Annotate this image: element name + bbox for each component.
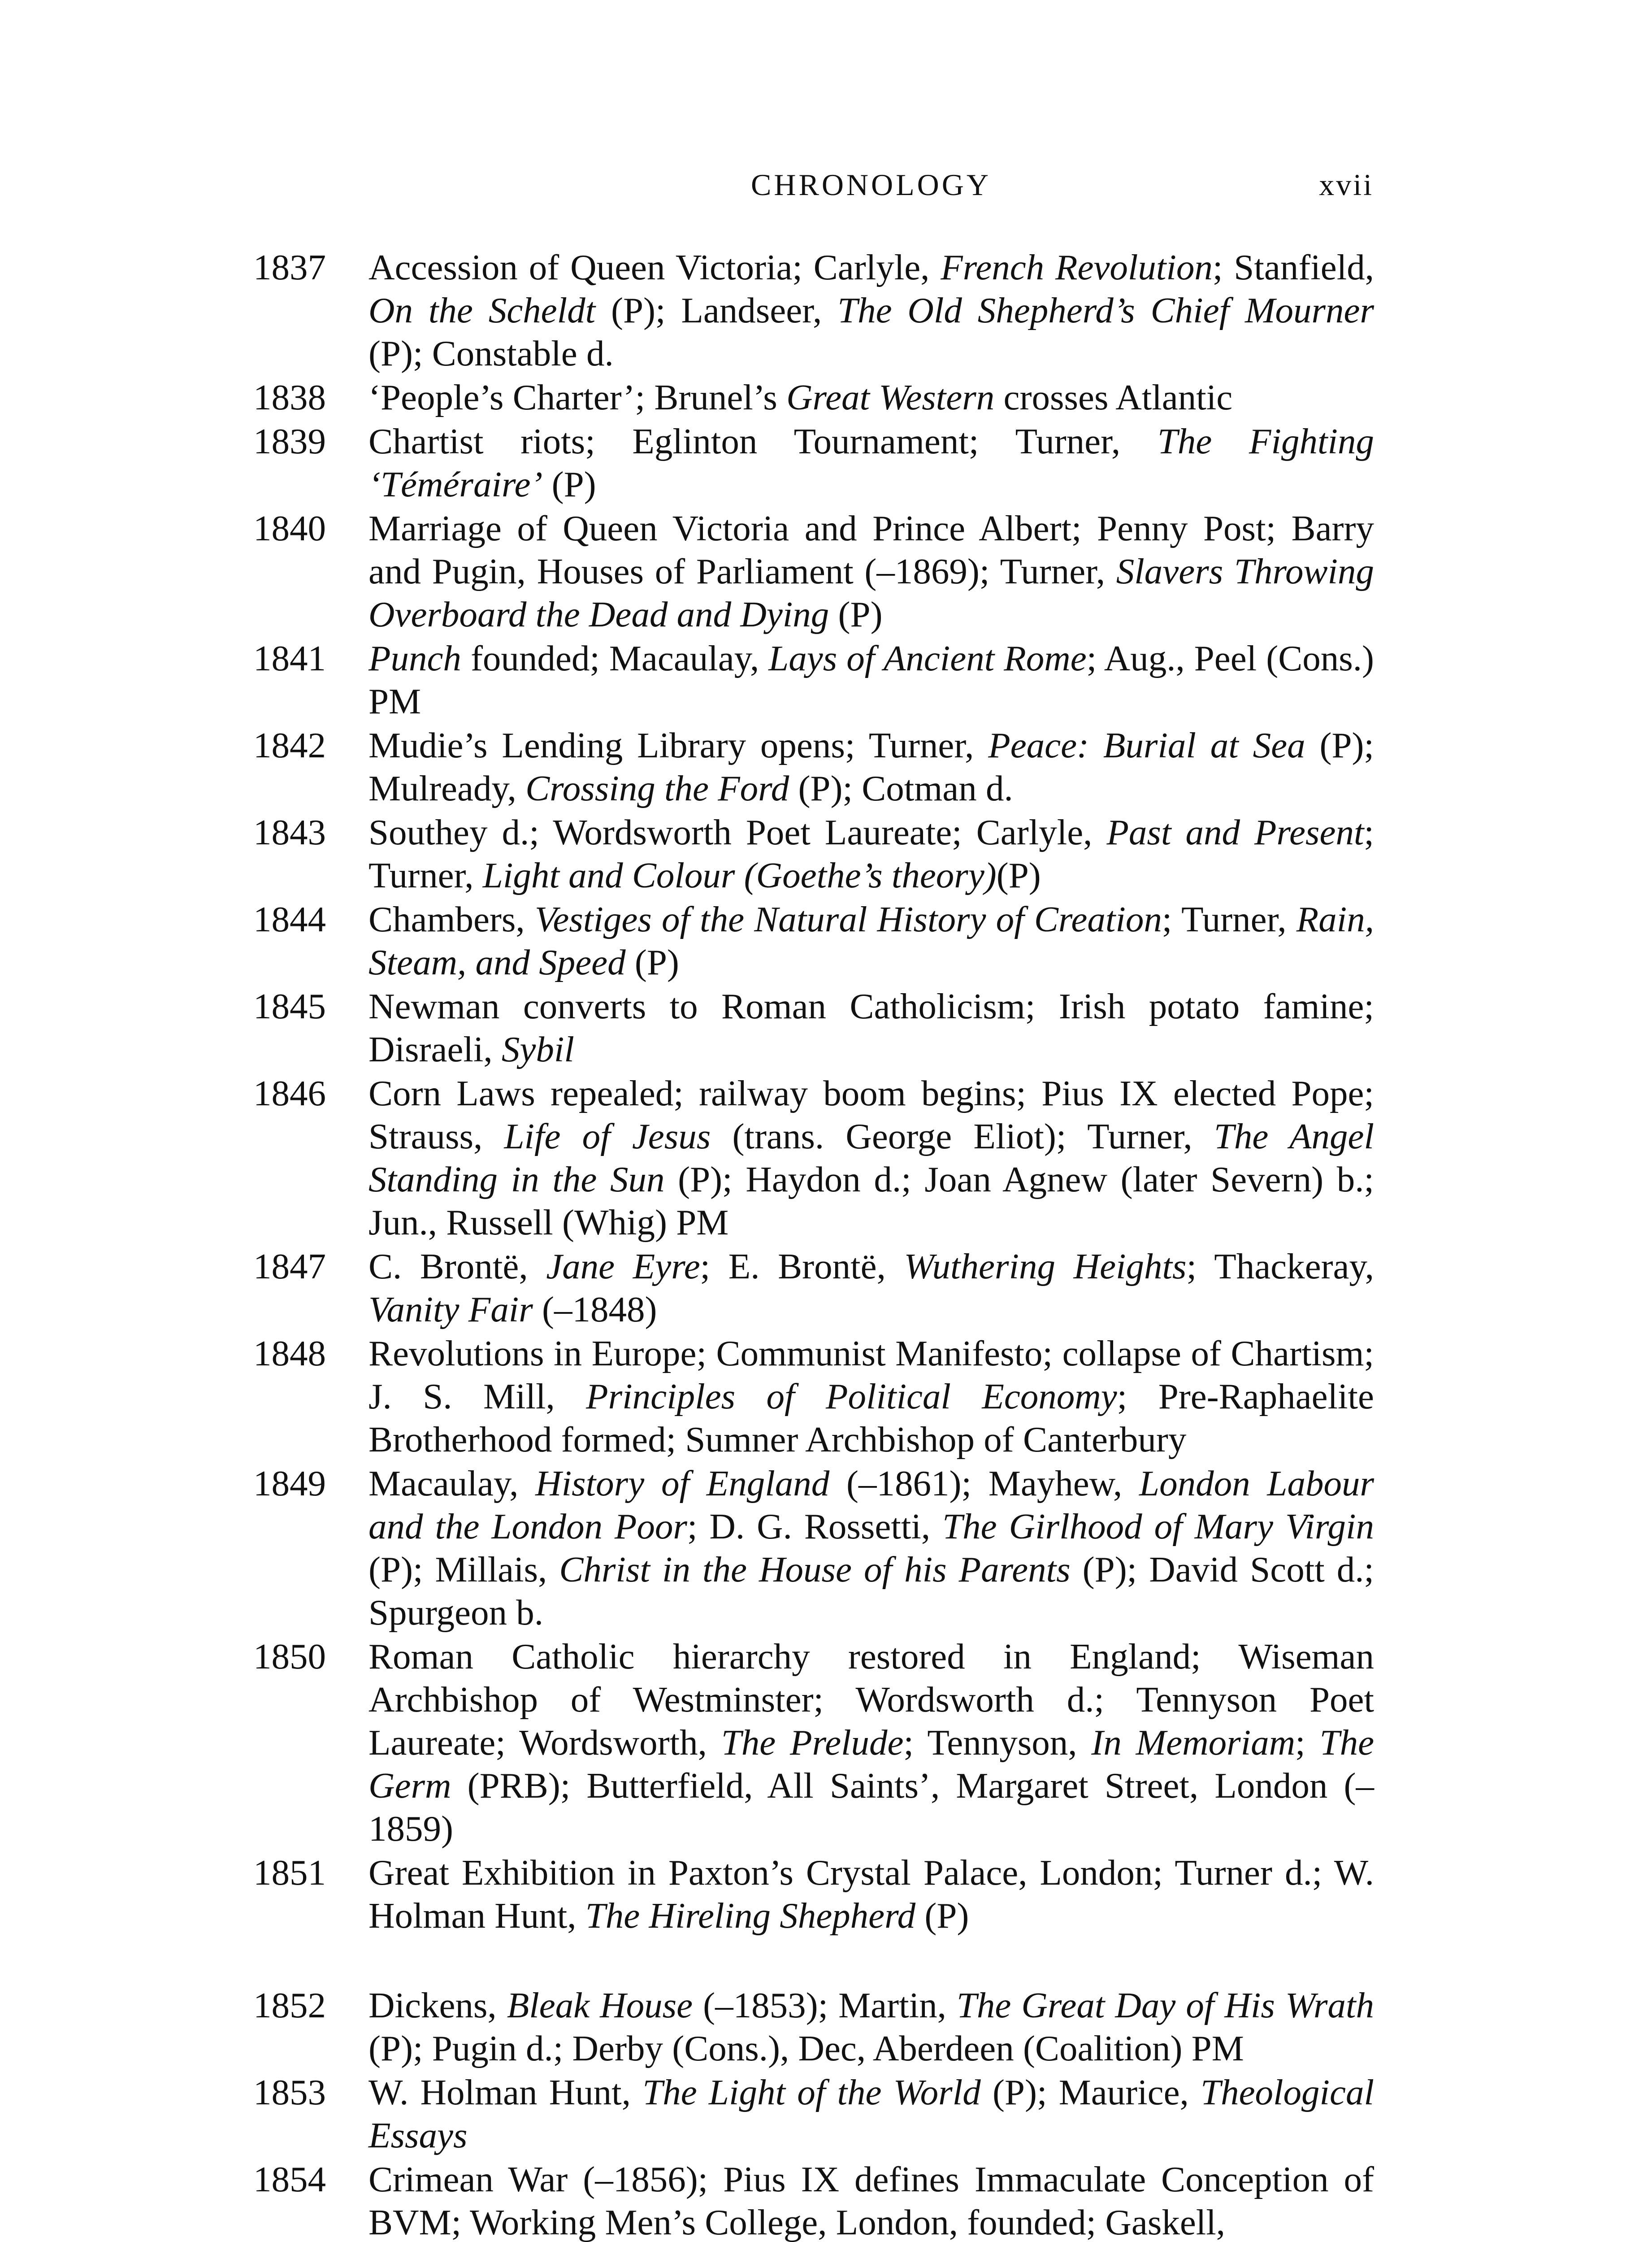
entry-text: Crimean War (–1856); Pius IX defines Immaculate Conception of BVM; Working Men’s College, London, founded; Gaskell, (369, 2159, 1374, 2242)
entry-year: 1842 (253, 725, 326, 765)
entry-text: Dickens, Bleak House (–1853); Martin, The Great Day of His Wrath (P); Pugin d.; Derby (Cons.), Dec, Aberdeen (Coalition) PM (369, 1985, 1374, 2068)
chronology-entry (253, 898, 1374, 984)
entry-text: Mudie’s Lending Library opens; Turner, Peace: Burial at Sea (P); Mulready, Crossing the Ford (P); Cotman d. (369, 725, 1374, 808)
chronology-entry (253, 1984, 1374, 2070)
entry-year: 1845 (253, 986, 326, 1026)
chronology-entry (253, 1635, 1374, 1850)
page-header (369, 167, 1374, 203)
entry-text: Marriage of Queen Victoria and Prince Albert; Penny Post; Barry and Pugin, Houses of Parliament (–1869); Turner, Slavers Throwing Overboard the Dead and Dying (P) (369, 508, 1374, 634)
entry-text: Roman Catholic hierarchy restored in England; Wiseman Archbishop of Westminster; Wordsworth d.; Tennyson Poet Laureate; Wordsworth, The Prelude; Tennyson, In Memoriam; The Germ (PRB); Butterfield, All Saints’, Margaret Street, London (–1859) (369, 1636, 1374, 1849)
entry-year: 1838 (253, 377, 326, 417)
chronology-entry (253, 1462, 1374, 1634)
entry-text: Corn Laws repealed; railway boom begins; Pius IX elected Pope; Strauss, Life of Jesus (trans. George Eliot); Turner, The Angel Standing in the Sun (P); Haydon d.; Joan Agnew (later Severn) b.; Jun., Russell (Whig) PM (369, 1073, 1374, 1243)
chronology-entry (253, 724, 1374, 810)
chronology-entry (253, 985, 1374, 1071)
running-head: CHRONOLOGY (751, 168, 991, 202)
entry-text: Punch founded; Macaulay, Lays of Ancient Rome; Aug., Peel (Cons.) PM (369, 638, 1374, 721)
chronology-entry (253, 246, 1374, 375)
entry-text: ‘People’s Charter’; Brunel’s Great Western crosses Atlantic (369, 377, 1233, 417)
entry-text: Chambers, Vestiges of the Natural History of Creation; Turner, Rain, Steam, and Speed (P) (369, 899, 1374, 982)
entry-text: Newman converts to Roman Catholicism; Irish potato famine; Disraeli, Sybil (369, 986, 1374, 1069)
entry-year: 1841 (253, 638, 326, 678)
chronology-entry (253, 1851, 1374, 1937)
entry-text: Chartist riots; Eglinton Tournament; Turner, The Fighting ‘Téméraire’ (P) (369, 421, 1374, 504)
entry-year: 1840 (253, 508, 326, 548)
entry-text: C. Brontë, Jane Eyre; E. Brontë, Wuthering Heights; Thackeray, Vanity Fair (–1848) (369, 1246, 1374, 1330)
entry-year: 1852 (253, 1985, 326, 2025)
chronology-entry (253, 507, 1374, 636)
entry-text: Accession of Queen Victoria; Carlyle, French Revolution; Stanfield, On the Scheldt (P); Landseer, The Old Shepherd’s Chief Mourner (P); Constable d. (369, 247, 1374, 374)
chronology-entry (253, 637, 1374, 723)
chronology-list (253, 246, 1374, 2242)
entry-year: 1850 (253, 1636, 326, 1677)
entry-text: Revolutions in Europe; Communist Manifesto; collapse of Chartism; J. S. Mill, Principles of Political Economy; Pre-Raphaelite Brotherhood formed; Sumner Archbishop of Canterbury (369, 1333, 1374, 1460)
chronology-entry (253, 1332, 1374, 1461)
entry-year: 1839 (253, 421, 326, 461)
chronology-entry (253, 376, 1374, 419)
chronology-entry (253, 2071, 1374, 2157)
entry-text: Great Exhibition in Paxton’s Crystal Palace, London; Turner d.; W. Holman Hunt, The Hireling Shepherd (P) (369, 1852, 1374, 1936)
entry-text: Southey d.; Wordsworth Poet Laureate; Carlyle, Past and Present; Turner, Light and Colour (Goethe’s theory)(P) (369, 812, 1374, 895)
chronology-entry (253, 420, 1374, 506)
entry-year: 1851 (253, 1852, 326, 1893)
chronology-entry (253, 1245, 1374, 1331)
entry-year: 1837 (253, 247, 326, 287)
entry-year: 1847 (253, 1246, 326, 1286)
entry-year: 1854 (253, 2159, 326, 2199)
entry-year: 1849 (253, 1463, 326, 1503)
entry-year: 1843 (253, 812, 326, 852)
page-number: xvii (1319, 168, 1374, 202)
entry-year: 1844 (253, 899, 326, 939)
entry-text: Macaulay, History of England (–1861); Mayhew, London Labour and the London Poor; D. G. Rossetti, The Girlhood of Mary Virgin (P); Millais, Christ in the House of his Parents (P); David Scott d.; Spurgeon b. (369, 1463, 1374, 1633)
entry-text: W. Holman Hunt, The Light of the World (P); Maurice, Theological Essays (369, 2072, 1374, 2155)
entry-year: 1853 (253, 2072, 326, 2112)
entry-year: 1848 (253, 1333, 326, 1373)
chronology-entry (253, 2158, 1374, 2242)
chronology-entry (253, 1072, 1374, 1244)
chronology-entry (253, 811, 1374, 897)
entry-year: 1846 (253, 1073, 326, 1113)
